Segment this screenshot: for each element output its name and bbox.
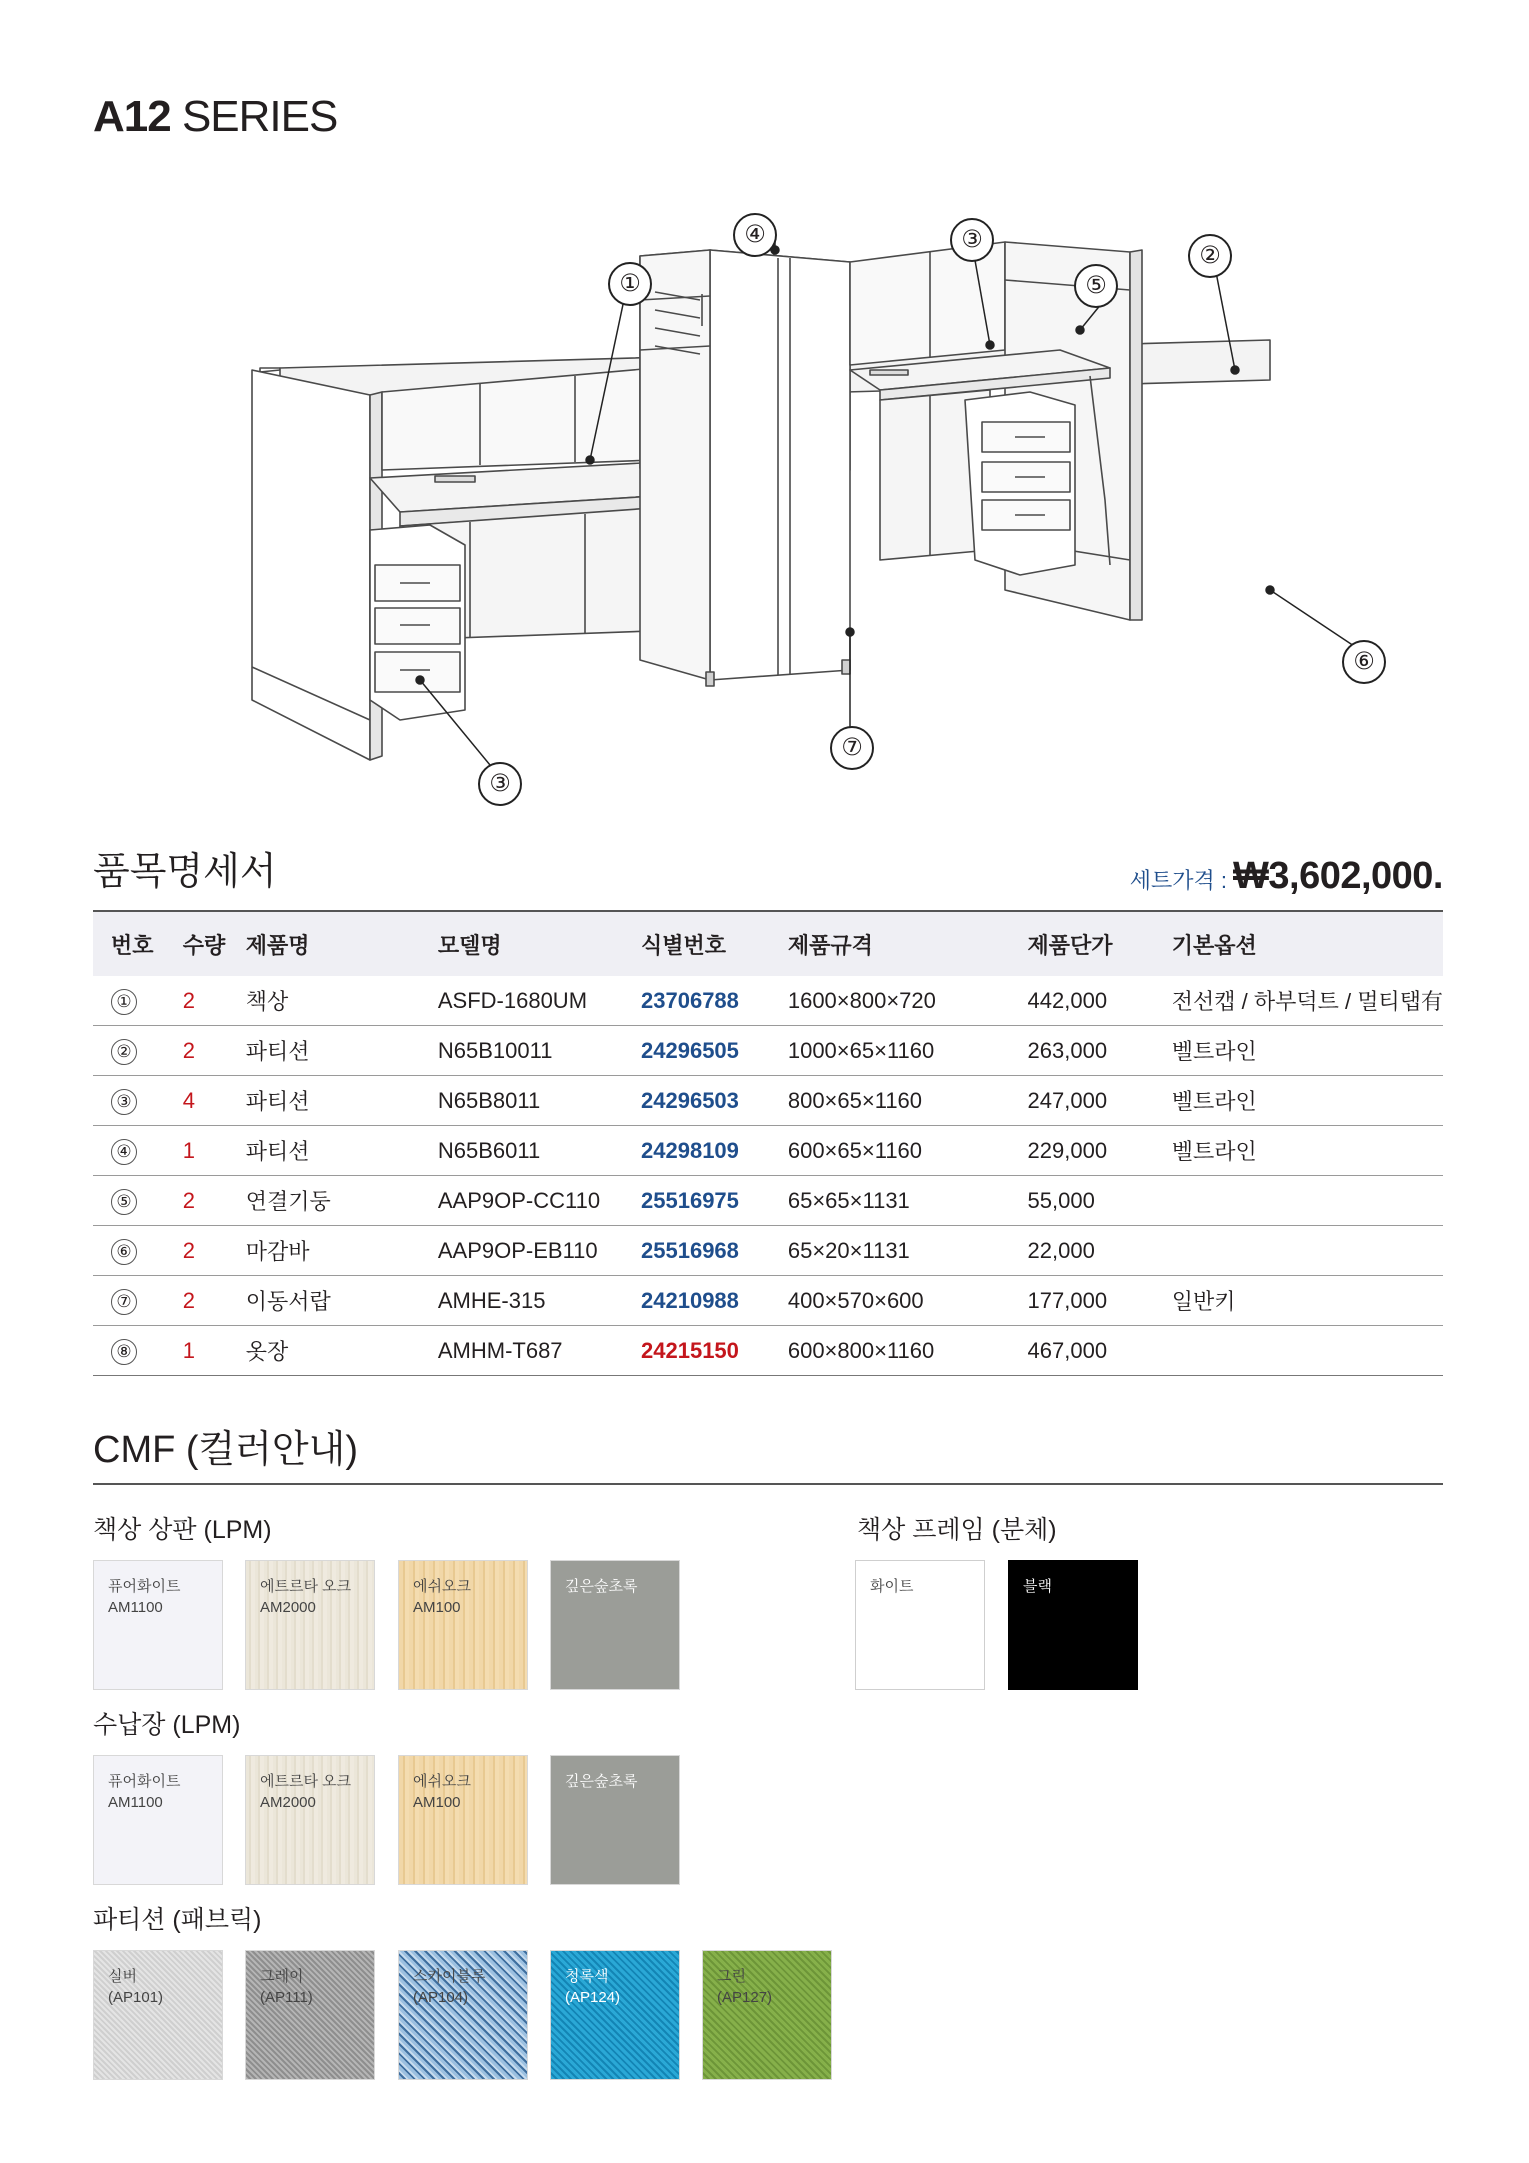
row-name: 파티션 [246, 1126, 438, 1176]
swatch-name: 에트르타 오크 [260, 1773, 352, 1790]
row-no: ⑤ [111, 1189, 137, 1215]
row-model: N65B10011 [438, 1026, 641, 1076]
row-qty: 1 [175, 1326, 246, 1376]
swatch-name: 퓨어화이트 [108, 1578, 181, 1595]
row-name: 책상 [246, 976, 438, 1026]
row-no: ③ [111, 1089, 137, 1115]
series-title-light: SERIES [170, 92, 338, 141]
row-price: 229,000 [1028, 1126, 1172, 1176]
row-size: 600×65×1160 [788, 1126, 1028, 1176]
row-qty: 2 [175, 1276, 246, 1326]
row-id: 24215150 [641, 1326, 788, 1376]
series-title-bold: A12 [93, 92, 171, 141]
row-size: 1600×800×720 [788, 976, 1028, 1026]
swatch-teal[interactable] [550, 1950, 680, 2080]
row-size: 800×65×1160 [788, 1076, 1028, 1126]
col-qty: 수량 [182, 932, 226, 958]
swatch-name: 에쉬오크 [413, 1578, 471, 1595]
table-row [93, 1226, 1443, 1276]
swatch-deep-forest-green[interactable] [550, 1560, 680, 1690]
callout-3-top: ③ [950, 218, 994, 262]
row-option: 전선캡 / 하부덕트 / 멀티탭有 [1172, 976, 1443, 1026]
swatch-code: AM1100 [108, 1794, 163, 1811]
swatch-name: 깊은숲초록 [565, 1773, 638, 1790]
row-model: AMHM-T687 [438, 1326, 641, 1376]
row-price: 177,000 [1028, 1276, 1172, 1326]
callout-4: ④ [733, 213, 777, 257]
row-no: ⑦ [111, 1289, 137, 1315]
row-option: 벨트라인 [1172, 1076, 1443, 1126]
row-id: 23706788 [641, 976, 788, 1026]
swatch-etretat-oak[interactable] [245, 1560, 375, 1690]
swatch-name: 에쉬오크 [413, 1773, 471, 1790]
swatch-grey[interactable] [245, 1950, 375, 2080]
callout-6: ⑥ [1342, 640, 1386, 684]
swatch-name: 실버 [108, 1968, 137, 1985]
swatch-name: 청록색 [565, 1968, 609, 1985]
row-name: 파티션 [246, 1026, 438, 1076]
col-model: 모델명 [437, 932, 502, 958]
row-model: ASFD-1680UM [438, 976, 641, 1026]
row-no: ② [111, 1039, 137, 1065]
swatch-pure-white[interactable] [93, 1755, 223, 1885]
table-row [93, 1176, 1443, 1226]
row-qty: 2 [175, 1226, 246, 1276]
row-option [1172, 1326, 1443, 1376]
row-qty: 2 [175, 976, 246, 1026]
row-qty: 4 [175, 1076, 246, 1126]
row-price: 247,000 [1028, 1076, 1172, 1126]
swatch-name: 블랙 [1023, 1578, 1052, 1595]
row-price: 467,000 [1028, 1326, 1172, 1376]
swatch-code: AM2000 [260, 1599, 316, 1616]
row-qty: 1 [175, 1126, 246, 1176]
series-title [93, 92, 337, 142]
callout-3-bottom: ③ [478, 762, 522, 806]
row-id: 24298109 [641, 1126, 788, 1176]
swatch-name: 화이트 [870, 1578, 914, 1595]
swatch-name: 그레이 [260, 1968, 304, 1985]
col-id: 식별번호 [641, 932, 727, 958]
swatch-name: 에트르타 오크 [260, 1578, 352, 1595]
spec-table [93, 910, 1443, 1376]
row-size: 1000×65×1160 [788, 1026, 1028, 1076]
callout-2: ② [1188, 234, 1232, 278]
row-option [1172, 1176, 1443, 1226]
set-price [1130, 855, 1443, 898]
callout-7: ⑦ [830, 726, 874, 770]
row-qty: 2 [175, 1026, 246, 1076]
spec-title: 품목명세서 [93, 851, 277, 893]
row-name: 연결기둥 [246, 1176, 438, 1226]
row-size: 65×65×1131 [788, 1176, 1028, 1226]
swatch-silver[interactable] [93, 1950, 223, 2080]
swatch-ash-oak[interactable] [398, 1560, 528, 1690]
row-option [1172, 1226, 1443, 1276]
spec-table-header [93, 911, 1443, 976]
row-option: 벨트라인 [1172, 1026, 1443, 1076]
desk-top-title: 책상 상판 (LPM) [93, 1516, 272, 1544]
storage-title: 수납장 (LPM) [93, 1711, 241, 1739]
row-id: 24296505 [641, 1026, 788, 1076]
row-size: 600×800×1160 [788, 1326, 1028, 1376]
swatch-green[interactable] [702, 1950, 832, 2080]
callout-1: ① [608, 262, 652, 306]
row-id: 25516975 [641, 1176, 788, 1226]
row-name: 이동서랍 [246, 1276, 438, 1326]
col-price: 제품단가 [1027, 932, 1113, 958]
swatch-code: (AP104) [413, 1989, 469, 2006]
swatch-code: AM100 [413, 1794, 461, 1811]
swatch-name: 깊은숲초록 [565, 1578, 638, 1595]
row-model: AAP9OP-CC110 [438, 1176, 641, 1226]
col-name: 제품명 [245, 932, 310, 958]
callout-5: ⑤ [1074, 264, 1118, 308]
row-price: 22,000 [1028, 1226, 1172, 1276]
row-no: ④ [111, 1139, 137, 1165]
row-price: 263,000 [1028, 1026, 1172, 1076]
row-name: 마감바 [246, 1226, 438, 1276]
row-no: ⑥ [111, 1239, 137, 1265]
row-name: 파티션 [246, 1076, 438, 1126]
row-size: 400×570×600 [788, 1276, 1028, 1326]
set-price-value: ₩3,602,000. [1233, 855, 1443, 897]
table-row [93, 1026, 1443, 1076]
table-row [93, 1326, 1443, 1376]
swatch-name: 퓨어화이트 [108, 1773, 181, 1790]
swatch-code: AM2000 [260, 1794, 316, 1811]
row-id: 25516968 [641, 1226, 788, 1276]
row-option: 벨트라인 [1172, 1126, 1443, 1176]
swatch-pure-white[interactable] [93, 1560, 223, 1690]
swatch-etretat-oak[interactable] [245, 1755, 375, 1885]
row-id: 24296503 [641, 1076, 788, 1126]
table-row [93, 1076, 1443, 1126]
swatch-ash-oak[interactable] [398, 1755, 528, 1885]
row-price: 55,000 [1028, 1176, 1172, 1226]
swatch-deep-forest-green[interactable] [550, 1755, 680, 1885]
col-size: 제품규격 [787, 932, 873, 958]
swatch-code: (AP127) [717, 1989, 773, 2006]
swatch-sky-blue[interactable] [398, 1950, 528, 2080]
row-option: 일반키 [1172, 1276, 1443, 1326]
swatch-code: (AP124) [565, 1989, 621, 2006]
swatch-code: AM1100 [108, 1599, 163, 1616]
row-price: 442,000 [1028, 976, 1172, 1026]
col-no: 번호 [111, 932, 154, 958]
row-qty: 2 [175, 1176, 246, 1226]
row-size: 65×20×1131 [788, 1226, 1028, 1276]
row-no: ① [111, 989, 137, 1015]
swatch-white[interactable] [855, 1560, 985, 1690]
row-name: 옷장 [246, 1326, 438, 1376]
row-model: N65B8011 [438, 1076, 641, 1126]
partition-title: 파티션 (패브릭) [93, 1906, 262, 1934]
swatch-code: (AP101) [108, 1989, 164, 2006]
col-option: 기본옵션 [1171, 932, 1257, 958]
table-row [93, 976, 1443, 1026]
swatch-code: AM100 [413, 1599, 461, 1616]
swatch-name: 그린 [717, 1968, 746, 1985]
row-model: N65B6011 [438, 1126, 641, 1176]
cmf-title: CMF (컬러안내) [93, 1429, 359, 1471]
row-model: AMHE-315 [438, 1276, 641, 1326]
cmf-divider [93, 1483, 1443, 1485]
set-price-label: 세트가격 : [1129, 868, 1228, 893]
desk-frame-title: 책상 프레임 (분체) [857, 1516, 1057, 1544]
table-row [93, 1276, 1443, 1326]
row-model: AAP9OP-EB110 [438, 1226, 641, 1276]
table-row [93, 1126, 1443, 1176]
row-id: 24210988 [641, 1276, 788, 1326]
swatch-name: 스카이블루 [413, 1968, 486, 1985]
swatch-code: (AP111) [260, 1989, 313, 2006]
row-no: ⑧ [111, 1339, 137, 1365]
swatch-black[interactable] [1008, 1560, 1138, 1690]
